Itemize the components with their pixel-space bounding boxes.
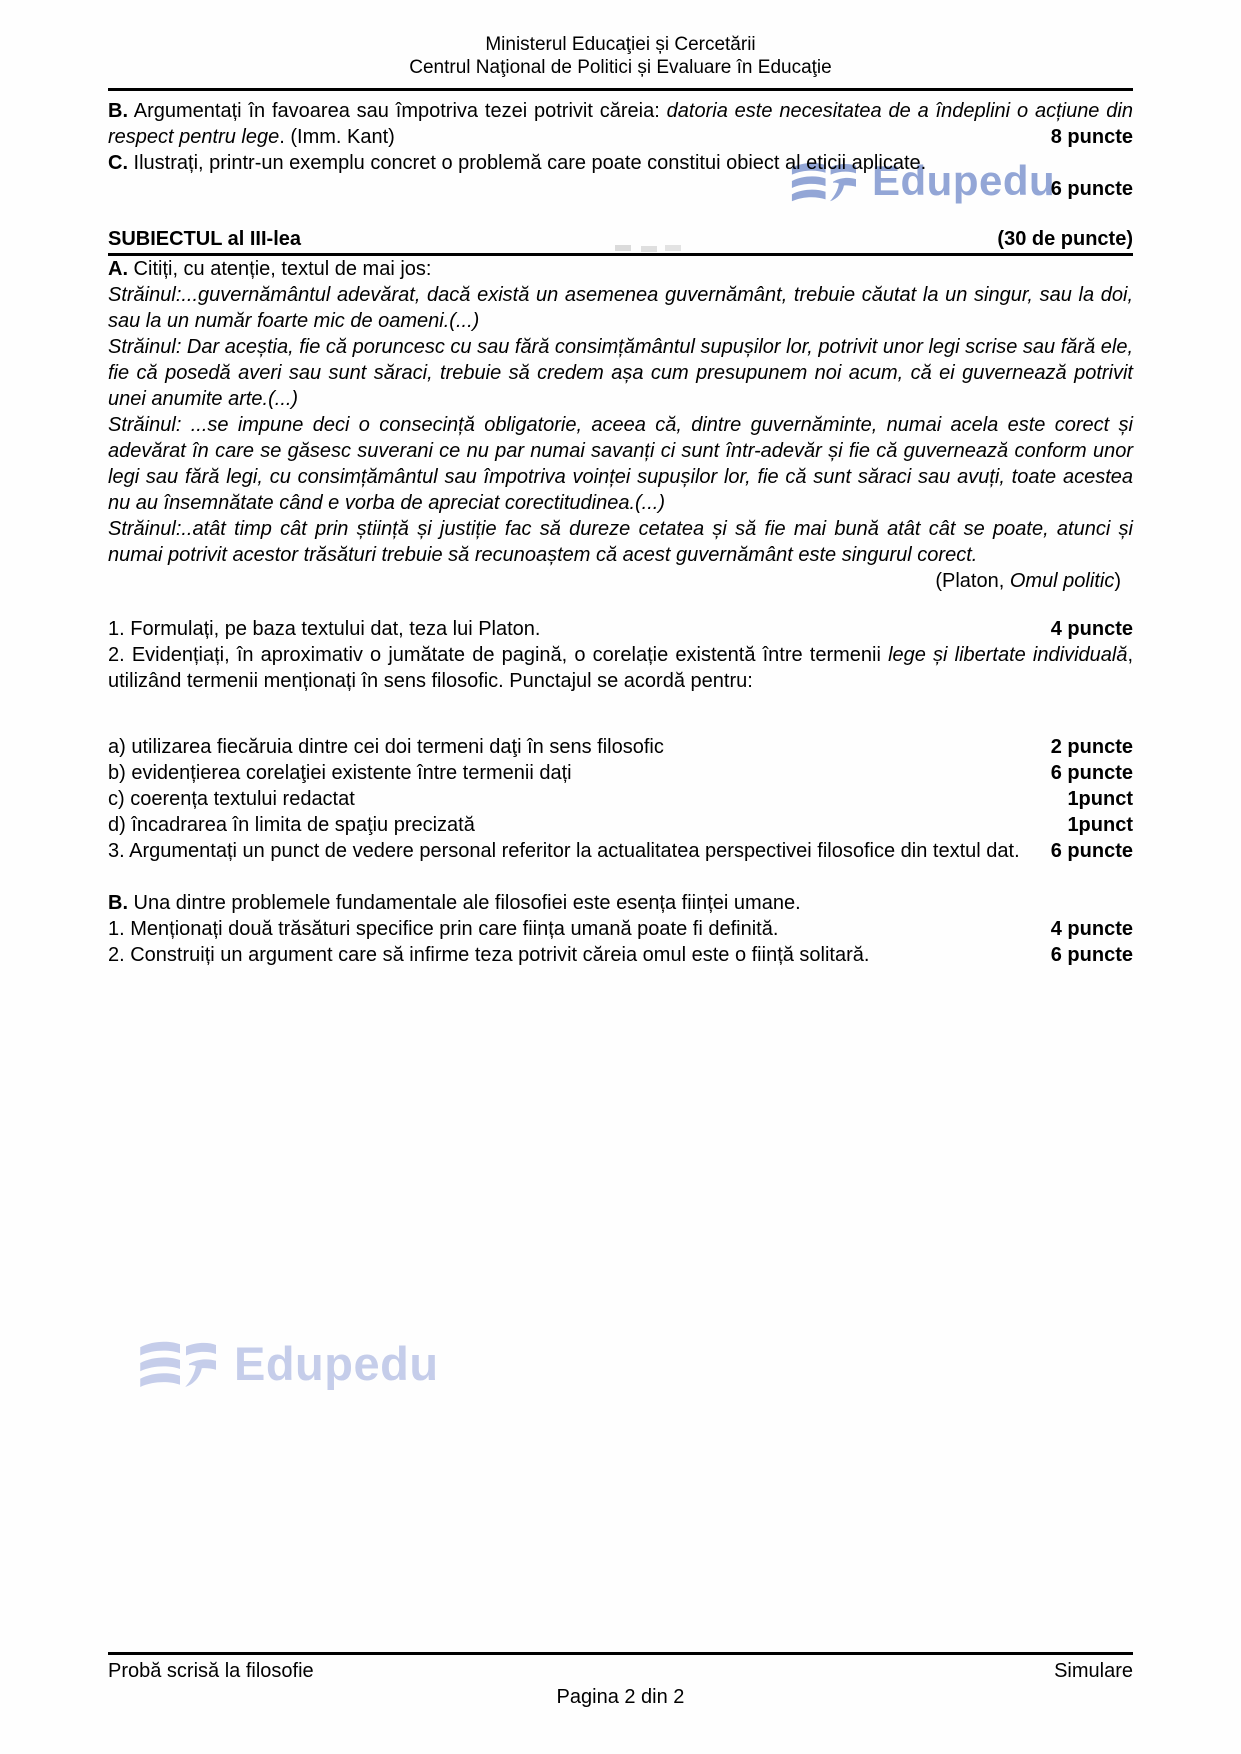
edupedu-watermark-text: Edupedu xyxy=(872,157,1056,204)
header-rule xyxy=(108,88,1133,91)
task-b xyxy=(108,98,1133,150)
part-b-intro-text: Una dintre problemele fundamentale ale filosofiei este esența ființei umane. xyxy=(128,892,801,914)
task-a-label: A. xyxy=(108,258,128,280)
criterion-b xyxy=(108,760,1133,786)
footer-page-number: Pagina 2 din 2 xyxy=(556,1686,685,1708)
criterion-a-text: a) utilizarea fiecăruia dintre cei doi termeni daţi în sens filosofic xyxy=(108,736,664,758)
page-content xyxy=(108,33,1133,968)
criterion-c xyxy=(108,786,1133,812)
part-b-item-1 xyxy=(108,916,1133,942)
quote-paragraph-1: Străinul:...guvernământul adevărat, dacă există un asemenea guvernământ, trebuie căutat la un singur, sau la doi, sau la un număr foarte mic de oameni.(...) xyxy=(108,284,1133,332)
criteria-list xyxy=(108,734,1133,838)
task-1 xyxy=(108,616,1133,642)
task-1-points: 4 puncte xyxy=(1050,618,1133,640)
task-b-points: 8 puncte xyxy=(1050,126,1133,148)
criterion-d-text: d) încadrarea în limita de spaţiu precizată xyxy=(108,814,475,836)
task-a xyxy=(108,256,1133,282)
quote-paragraph-3: Străinul: ...se impune deci o consecință obligatorie, aceea că, dintre guvernăminte, numai acela este corect și adevărat în care se găsesc suverani ce nu par numai savanți ci sunt într-adevăr și fie că guvernează conform unor legi sau fără legi, cu consimțământul sau împotriva voinței supușilor lor, fie că sunt săraci sau avuți, toate acestea nu au însemnătate când e vorba de apreciat corectitudinea.(...) xyxy=(108,414,1133,514)
subject3-title: SUBIECTUL al III-lea xyxy=(108,228,302,250)
subject3-points: (30 de puncte) xyxy=(997,228,1133,250)
header-ministry: Ministerul Educaţiei și Cercetării xyxy=(485,34,756,55)
task-3-text: 3. Argumentați un punct de vedere personal referitor la actualitatea perspectivei filosofice din textul dat. xyxy=(108,840,1020,862)
task-2-terms: lege și libertate individuală xyxy=(888,644,1128,666)
part-b-item-1-text: 1. Menționați două trăsături specifice prin care ființa umană poate fi definită. xyxy=(108,918,779,940)
quote-paragraph-4: Străinul:..atât timp cât prin știință și justiție fac să dureze cetatea și să fie mai bună atât cât se poate, atunci și numai potrivit acestor trăsături trebuie să recunoaștem că acest guvernământ este singurul corect. xyxy=(108,518,1133,566)
attribution-close: ) xyxy=(1114,570,1121,592)
part-b xyxy=(108,890,1133,968)
part-b-item-2 xyxy=(108,942,1133,968)
task-c-points: 6 puncte xyxy=(1050,178,1133,200)
task-3 xyxy=(108,838,1133,864)
task-c-text: Ilustrați, printr-un exemplu concret o problemă care poate constitui obiect al eticii aplicate. xyxy=(128,152,927,174)
task-b-text: Argumentați în favoarea sau împotriva tezei potrivit căreia: xyxy=(128,100,667,122)
task-c-label: C. xyxy=(108,152,128,174)
task-2-text: 2. Evidențiați, în aproximativ o jumătate de pagină, o corelație existentă între termenii xyxy=(108,644,889,666)
criterion-c-points: 1punct xyxy=(1067,788,1133,810)
task-3-points: 6 puncte xyxy=(1050,840,1133,862)
subject3-heading xyxy=(108,226,1133,256)
criterion-d-points: 1punct xyxy=(1067,814,1133,836)
footer-exam-name: Probă scrisă la filosofie xyxy=(108,1660,314,1682)
quote-paragraph-2: Străinul: Dar aceștia, fie că poruncesc cu sau fără consimțământul supușilor lor, potrivit unor legi scrise sau fără ele, fie că posedă averi sau sunt săraci, trebuie să credem așa cum presupunem noi acum, că ei guvernează potrivit unei anumite arte.(...) xyxy=(108,336,1133,410)
part-b-item-2-points: 6 puncte xyxy=(1050,944,1133,966)
part-b-item-1-points: 4 puncte xyxy=(1050,918,1133,940)
page-footer xyxy=(108,1652,1133,1710)
criterion-a xyxy=(108,734,1133,760)
criterion-a-points: 2 puncte xyxy=(1050,736,1133,758)
task-a-text: Citiți, cu atenție, textul de mai jos: xyxy=(128,258,432,280)
part-b-intro xyxy=(108,890,1133,916)
attribution-work: Omul politic xyxy=(1009,570,1115,592)
edupedu-logo-icon xyxy=(138,1338,216,1388)
part-b-label: B. xyxy=(108,892,128,914)
task-b-label: B. xyxy=(108,100,128,122)
footer-row xyxy=(108,1658,1133,1684)
criterion-b-points: 6 puncte xyxy=(1050,762,1133,784)
attribution-author: (Platon, xyxy=(935,570,1010,592)
part-b-item-2-text: 2. Construiți un argument care să infirme teza potrivit căreia omul este o ființă solitară. xyxy=(108,944,870,966)
footer-rule xyxy=(108,1652,1133,1655)
task-2 xyxy=(108,642,1133,694)
edupedu-watermark-bottom xyxy=(138,1338,439,1388)
task-b-thesis: datoria este necesitatea de a îndeplini o acțiune din respect pentru lege xyxy=(108,100,1133,148)
criterion-b-text: b) evidențierea corelaţiei existente între termenii dați xyxy=(108,762,572,784)
quote-attribution xyxy=(108,568,1133,594)
footer-session: Simulare xyxy=(1054,1660,1133,1682)
task-2-text-end: , utilizând termenii menționați în sens filosofic. Punctajul se acordă pentru: xyxy=(108,644,1134,692)
edupedu-watermark-text: Edupedu xyxy=(234,1336,439,1390)
task-b-source: . (Imm. Kant) xyxy=(279,126,395,148)
task-1-text: 1. Formulați, pe baza textului dat, teza lui Platon. xyxy=(108,618,541,640)
header-institution: Centrul Naţional de Politici și Evaluare în Educaţie xyxy=(409,57,832,78)
criterion-d xyxy=(108,812,1133,838)
criterion-c-text: c) coerența textului redactat xyxy=(108,788,355,810)
task-c xyxy=(108,150,1133,176)
